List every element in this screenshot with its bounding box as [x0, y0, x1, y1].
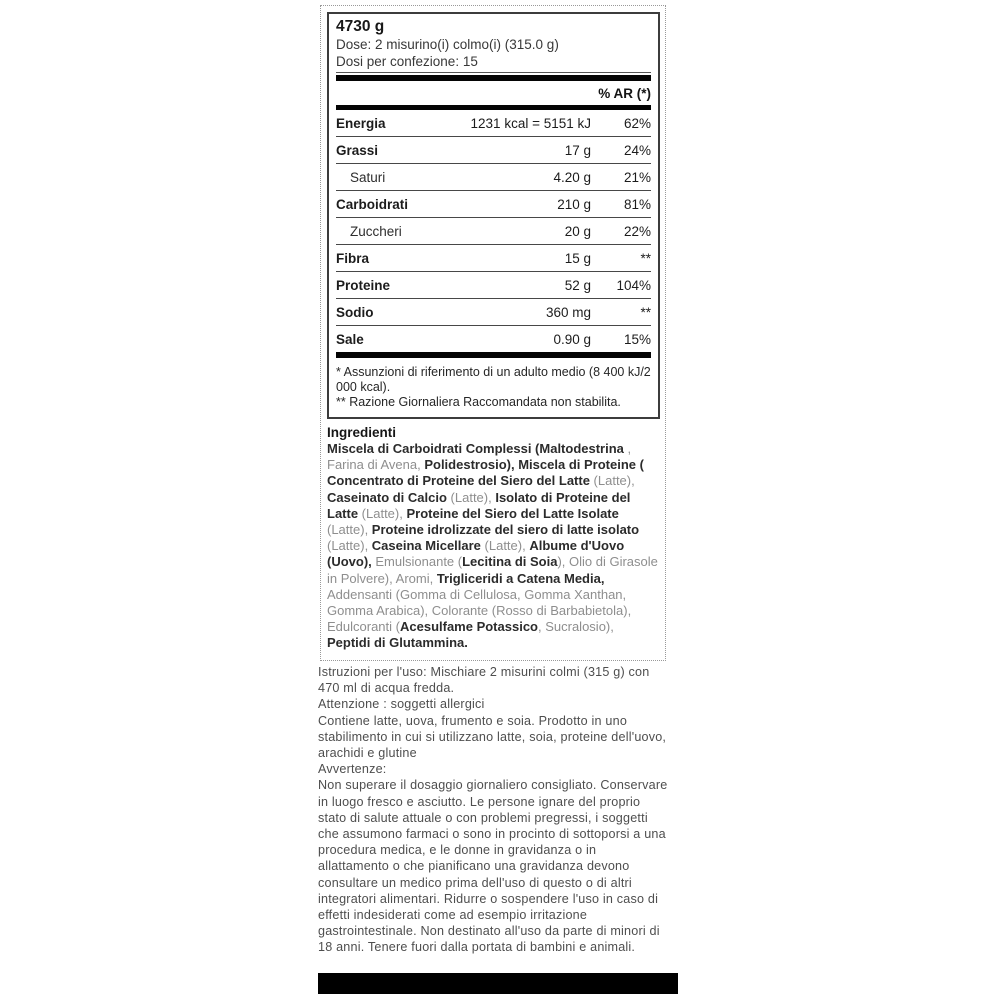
nutrient-name: Carboidrati — [336, 196, 409, 212]
nutrient-name: Saturi — [350, 169, 386, 185]
ingredient-segment: Proteine del Siero del Latte Isolate — [406, 505, 619, 521]
ingredients-title: Ingredienti — [327, 425, 397, 440]
ingredient-segment: Albume d'Uovo (Uovo), — [327, 538, 625, 570]
ingredient-segment: Caseinato di Calcio — [327, 489, 451, 505]
nutrient-value: 1231 kcal = 5151 kJ — [470, 115, 591, 131]
ingredient-segment: Caseina Micellare — [371, 538, 485, 554]
usage-paragraph: Non superare il dosaggio giornaliero consigliato. Conservare in luogo fresco e asciutto. Le persone ignare del proprio stato di salute attuale o con problemi pregressi, i soggetti che assumono farmaci o sono in procinto di sottoporsi a una procedura medica, e le donne in gravidanza o in allattamento o che pianificano una gravidanza devono consultare un medico prima dell'uso di questo o di altri integratori alimentari. Ridurre o sospendere l'uso in caso di effetti indesiderati come ad esempio irritazione gastrointestinale. Non destinato all'uso da parte di minori di 18 anni. Tenere fuori dalla portata di bambini e animali. — [318, 778, 668, 955]
nutrient-value: 0.90 g — [553, 331, 591, 347]
ingredient-segment: (Latte), — [327, 538, 372, 554]
nutrient-value: 15 g — [564, 250, 591, 266]
table-row — [336, 191, 651, 218]
table-row — [336, 245, 651, 272]
nutrient-value: 360 mg — [545, 304, 591, 320]
ingredient-segment: Proteine idrolizzate del siero di latte isolato — [371, 522, 640, 538]
ingredient-segment: Polidestrosio), Miscela di Proteine ( Concentrato di Proteine del Siero del Latte — [327, 457, 644, 489]
nutrition-facts-panel — [327, 12, 660, 419]
separator-bar-thick — [336, 352, 651, 358]
ingredient-segment: Isolato di Proteine del Latte — [327, 489, 631, 521]
usage-paragraph: Avvertenze: — [318, 762, 387, 777]
nutrient-name: Fibra — [336, 250, 370, 266]
footnote: * Assunzioni di riferimento di un adulto medio (8 400 kJ/2 000 kcal). — [336, 365, 651, 394]
table-row — [336, 326, 651, 352]
nutrition-label-box — [320, 5, 666, 661]
redacted-black-bar — [318, 973, 678, 994]
nutrient-ar-value: 15% — [623, 331, 651, 347]
ingredient-segment: (Latte), — [361, 505, 407, 521]
nutrition-table — [336, 110, 651, 352]
ingredient-segment: Peptidi di Glutammina. — [327, 635, 468, 651]
nutrient-ar-value: 104% — [616, 277, 651, 293]
nutrient-ar-value: 62% — [623, 115, 651, 131]
ingredient-segment: (Latte), — [327, 522, 372, 538]
usage-paragraph: Contiene latte, uova, frumento e soia. Prodotto in uno stabilimento in cui si utilizzano latte, soia, proteine dell'uovo, arachidi e glutine — [318, 713, 667, 761]
nutrient-value: 52 g — [564, 277, 591, 293]
usage-paragraph: Attenzione : soggetti allergici — [318, 697, 485, 712]
nutrient-ar-value: ** — [640, 250, 651, 266]
nutrient-name: Proteine — [336, 277, 391, 293]
nutrient-ar-value: ** — [640, 304, 651, 320]
table-row — [336, 164, 651, 191]
ingredient-segment: Acesulfame Potassico — [399, 619, 538, 635]
ingredient-segment: (Latte), — [484, 538, 530, 554]
ingredient-segment: Miscela di Carboidrati Complessi (Maltodestrina — [327, 441, 624, 456]
dose-line: Dose: 2 misurino(i) colmo(i) (315.0 g) — [336, 37, 559, 52]
ar-column-header: % AR (*) — [598, 86, 651, 101]
ingredient-segment: Emulsionante ( — [375, 554, 463, 570]
nutrient-value: 210 g — [557, 196, 591, 212]
nutrient-value: 20 g — [564, 223, 591, 239]
nutrient-ar-value: 24% — [623, 142, 651, 158]
ingredient-segment: (Latte), — [450, 489, 496, 505]
ingredient-segment: , Sucralosio), — [538, 619, 614, 635]
net-weight: 4730 g — [336, 18, 385, 35]
nutrient-value: 4.20 g — [553, 169, 591, 185]
nutrient-name: Energia — [336, 115, 386, 131]
footnotes — [336, 365, 651, 410]
ingredient-segment: (Latte), — [593, 473, 635, 489]
ingredient-segment: , Farina di Avena, — [327, 441, 632, 473]
table-row — [336, 218, 651, 245]
ingredients-section — [327, 424, 660, 652]
nutrient-name: Zuccheri — [350, 223, 402, 239]
ingredient-segment: Trigliceridi a Catena Media, — [436, 570, 605, 586]
nutrient-ar-value: 21% — [623, 169, 651, 185]
nutrient-name: Sale — [336, 331, 364, 347]
ingredient-segment: ), Olio di Girasole in Polvere), Aromi, — [327, 554, 658, 586]
table-row — [336, 110, 651, 137]
footnote: ** Razione Giornaliera Raccomandata non stabilita. — [336, 395, 621, 409]
table-row — [336, 299, 651, 326]
ingredient-segment: Lecitina di Soia — [462, 554, 558, 570]
table-row — [336, 137, 651, 164]
ingredients-text — [327, 441, 660, 652]
ingredient-segment: Addensanti (Gomma di Cellulosa, Gomma Xanthan, Gomma Arabica), Colorante (Rosso di Barbabietola), Edulcoranti ( — [327, 586, 632, 635]
usage-section — [318, 664, 668, 956]
usage-paragraph: Istruzioni per l'uso: Mischiare 2 misurini colmi (315 g) con 470 ml di acqua fredda. — [318, 665, 650, 696]
nutrient-name: Sodio — [336, 304, 374, 320]
nutrient-ar-value: 22% — [623, 223, 651, 239]
table-row — [336, 272, 651, 299]
nutrient-ar-value: 81% — [623, 196, 651, 212]
nutrient-name: Grassi — [336, 142, 379, 158]
servings-line: Dosi per confezione: 15 — [336, 53, 651, 73]
nutrient-value: 17 g — [564, 142, 591, 158]
